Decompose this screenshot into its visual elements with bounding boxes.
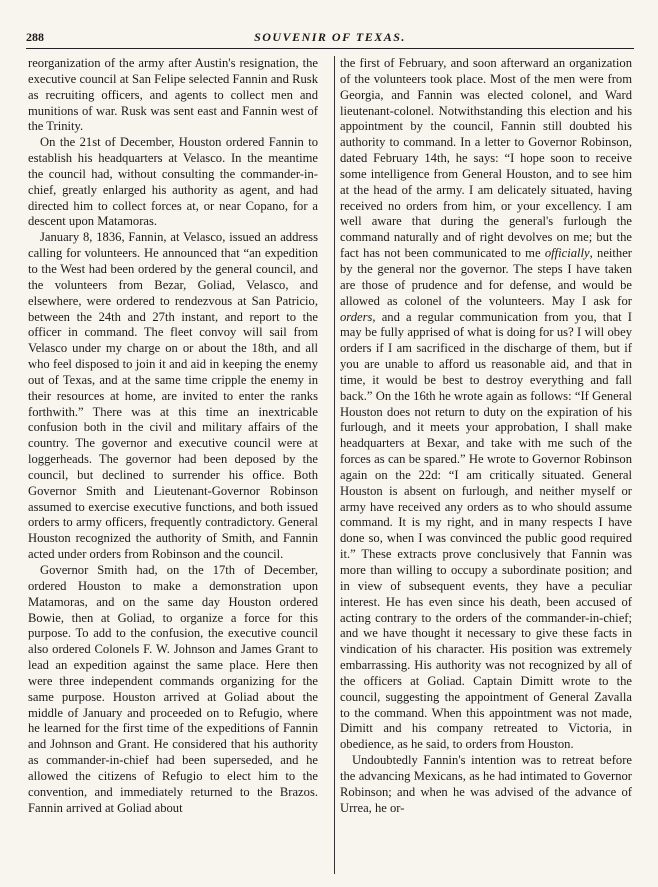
paragraph: reorganization of the army after Austin's resignation, the executive council at San Felipe selected Fannin and Rusk as recruiting officers, and agents to collect men and munitions of war. Rusk was sent east and Fannin west of the Trinity. [28, 56, 318, 134]
column-divider [334, 56, 335, 874]
text-run: , and a regular communication from you, that I may be fully apprised of what is doing for us? I will obey orders if I am sacrificed in the discharge of them, but if you are unable to afford us reasonable aid, and that in time, it would be best to destroy everything and fall back.” On the 16th he wrote again as follows: “If General Houston does not return to duty on the expiration of his furlough, and it meets your approbation, I shall make headquarters at Bexar, and take with me such of the forces as can be spared.” He wrote to Governor Robinson again on the 22d: “I am critically situated. General Houston is absent on furlough, and neither myself or army have received any orders as to who should assume command. It is my right, and in many respects I have done so, when I was convinced the public good required it.” These extracts prove conclusively that Fannin was more than willing to occupy a subordinate position; and in view of subsequent events, they have a peculiar interest. He has even since his death, been accused of acting contrary to the orders of the commander-in-chief; and we have thought it necessary to give these facts in vindication of his character. His position was extremely embarrassing. His authority was not recognized by all of the officers at Goliad. Captain Dimitt wrote to the council, suggesting the appointment of General Zavalla to the command. When this appointment was not made, Dimitt and his company retreated to Victoria, in obedience, as he said, to orders from Houston. [340, 309, 632, 752]
emphasis-text: officially [544, 246, 590, 261]
page-header [26, 30, 634, 49]
text-run: , neither by the general nor the governor. The steps I have taken are those of prudence and for defense, and would be allowed as colonel of the volunteers. May I ask for [340, 246, 632, 308]
page-number: 288 [26, 30, 44, 44]
right-column [340, 56, 632, 817]
paragraph [340, 56, 632, 753]
paragraph: January 8, 1836, Fannin, at Velasco, issued an address calling for volunteers. He announced that “an expedition to the West had been ordered by the general council, and the volunteers from Bezar, Goliad, Velasco, and elsewhere, were ordered to rendezvous at San Patricio, between the 24th and 27th instant, and report to the officer in command. The fleet convoy will sail from Velasco under my charge on or about the 18th, and all who feel disposed to join it and aid in keeping the enemy out of Texas, and at the same time cripple the enemy in their resources at home, are invited to enter the ranks forthwith.” There was at this time an inextricable confusion both in the civil and military affairs of the country. The governor and executive council were at loggerheads. The governor had been deposed by the council, but declined to surrender his office. Both Governor Smith and Lieutenant-Governor Robinson assumed to exercise executive functions, and both issued orders to army officers, frequently contradictory. General Houston recognized the authority of Smith, and Fannin acted under orders from Robinson and the council. [28, 230, 318, 562]
left-column [28, 56, 318, 817]
paragraph: Governor Smith had, on the 17th of December, ordered Houston to make a demonstration upon Matamoras, and on the same day Houston ordered Bowie, then at Goliad, to organize a force for this purpose. To add to the confusion, the executive council also ordered Colonels F. W. Johnson and James Grant to lead an expedition against the same place. Here then were three independent commands organizing for the same purpose. Houston arrived at Goliad about the middle of January and proceeded on to Refugio, where he learned for the first time of the expeditions of Fannin and Johnson and Grant. He considered that his authority as commander-in-chief had been superseded, and he allowed the citizens of Refugio to elect him to the convention, and immediately returned to the Brazos. Fannin arrived at Goliad about [28, 563, 318, 815]
emphasis-text: orders [340, 309, 373, 324]
running-title: SOUVENIR OF TEXAS. [254, 30, 406, 44]
paragraph: On the 21st of December, Houston ordered Fannin to establish his headquarters at Velasco. In the meantime the council had, without consulting the commander-in-chief, greatly enlarged his authority as agent, and had directed him to collect forces at, or near Copano, for a descent upon Matamoras. [28, 135, 318, 229]
text-run: the first of February, and soon afterward an organization of the volunteers took place. Most of the men were from Georgia, and Fannin was elected colonel, and Ward lieutenant-colonel. Notwithstanding this election and his appointment by the council, Fannin still doubted his authority to command. In a letter to Governor Robinson, dated February 14th, he says: “I hope soon to receive some intelligence from General Houston, and to see him at the head of the army. I am delicately situated, having received no orders from him, or your excellency. I am well aware that during the general's furlough the command naturally and of right devolves on me; but the fact has not been communicated to me [340, 56, 632, 261]
paragraph: Undoubtedly Fannin's intention was to retreat before the advancing Mexicans, as he had intimated to Governor Robinson; and when he was advised of the advance of Urrea, he or- [340, 753, 632, 815]
